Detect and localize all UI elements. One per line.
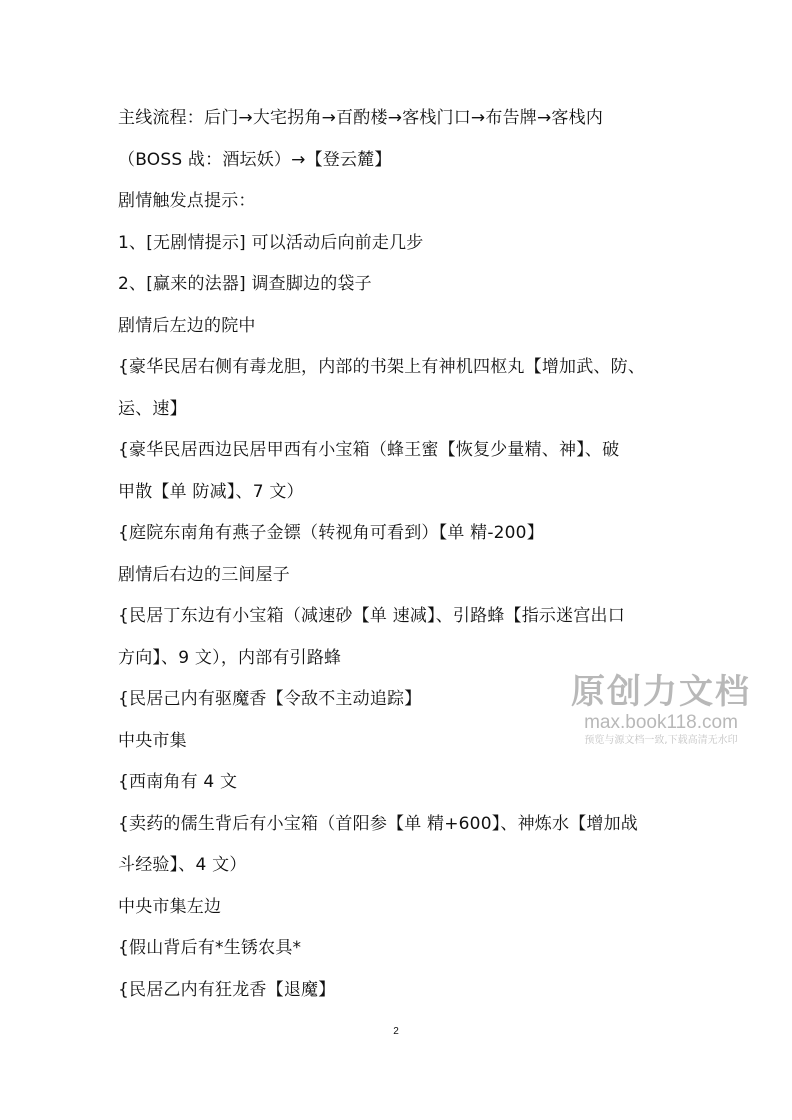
- text-line: 中央市集左边: [118, 896, 222, 917]
- text-line: 1、[无剧情提示] 可以活动后向前走几步: [118, 232, 424, 253]
- text-line: {豪华民居右侧有毒龙胆，内部的书架上有神机四枢丸【增加武、防、: [118, 357, 646, 377]
- watermark-title: 原创力文档: [571, 672, 751, 712]
- text-line: 甲散【单 防减】、7 文）: [118, 481, 304, 502]
- text-line: 剧情后右边的三间屋子: [118, 564, 290, 585]
- watermark: [566, 672, 756, 748]
- text-line: 运、速】: [118, 398, 187, 419]
- page-number: 2: [393, 1026, 399, 1037]
- text-line: {庭院东南角有燕子金镖（转视角可看到）【单 精-200】: [118, 523, 544, 543]
- text-line: {豪华民居西边民居甲西有小宝箱（蜂王蜜【恢复少量精、神】、破: [118, 440, 620, 460]
- text-line: {假山背后有*生锈农具*: [118, 938, 302, 958]
- text-line: （BOSS 战：酒坛妖）→【登云麓】: [118, 149, 392, 170]
- text-line: {民居己内有驱魔香【令敌不主动追踪】: [118, 689, 422, 709]
- text-line: 2、[赢来的法器] 调查脚边的袋子: [118, 274, 372, 294]
- text-line: {民居丁东边有小宝箱（减速砂【单 速减】、引路蜂【指示迷宫出口: [118, 606, 625, 626]
- text-line: {西南角有 4 文: [118, 772, 238, 792]
- text-line: 剧情后左边的院中: [118, 315, 256, 336]
- text-line: {卖药的儒生背后有小宝箱（首阳参【单 精+600】、神炼水【增加战: [118, 813, 639, 834]
- text-line: 主线流程：后门→大宅拐角→百酌楼→客栈门口→布告牌→客栈内: [118, 108, 604, 128]
- text-line: 斗经验】、4 文）: [118, 855, 247, 875]
- text-line: 剧情触发点提示：: [118, 191, 256, 211]
- text-line: {民居乙内有狂龙香【退魔】: [118, 979, 336, 1000]
- text-line: 方向】、9 文），内部有引路蜂: [118, 647, 342, 668]
- document-body: [118, 98, 698, 1011]
- watermark-url: max.book118.com: [584, 712, 738, 733]
- text-line: 中央市集: [118, 730, 187, 751]
- watermark-tagline: 预览与源文档一致,下载高清无水印: [584, 735, 738, 746]
